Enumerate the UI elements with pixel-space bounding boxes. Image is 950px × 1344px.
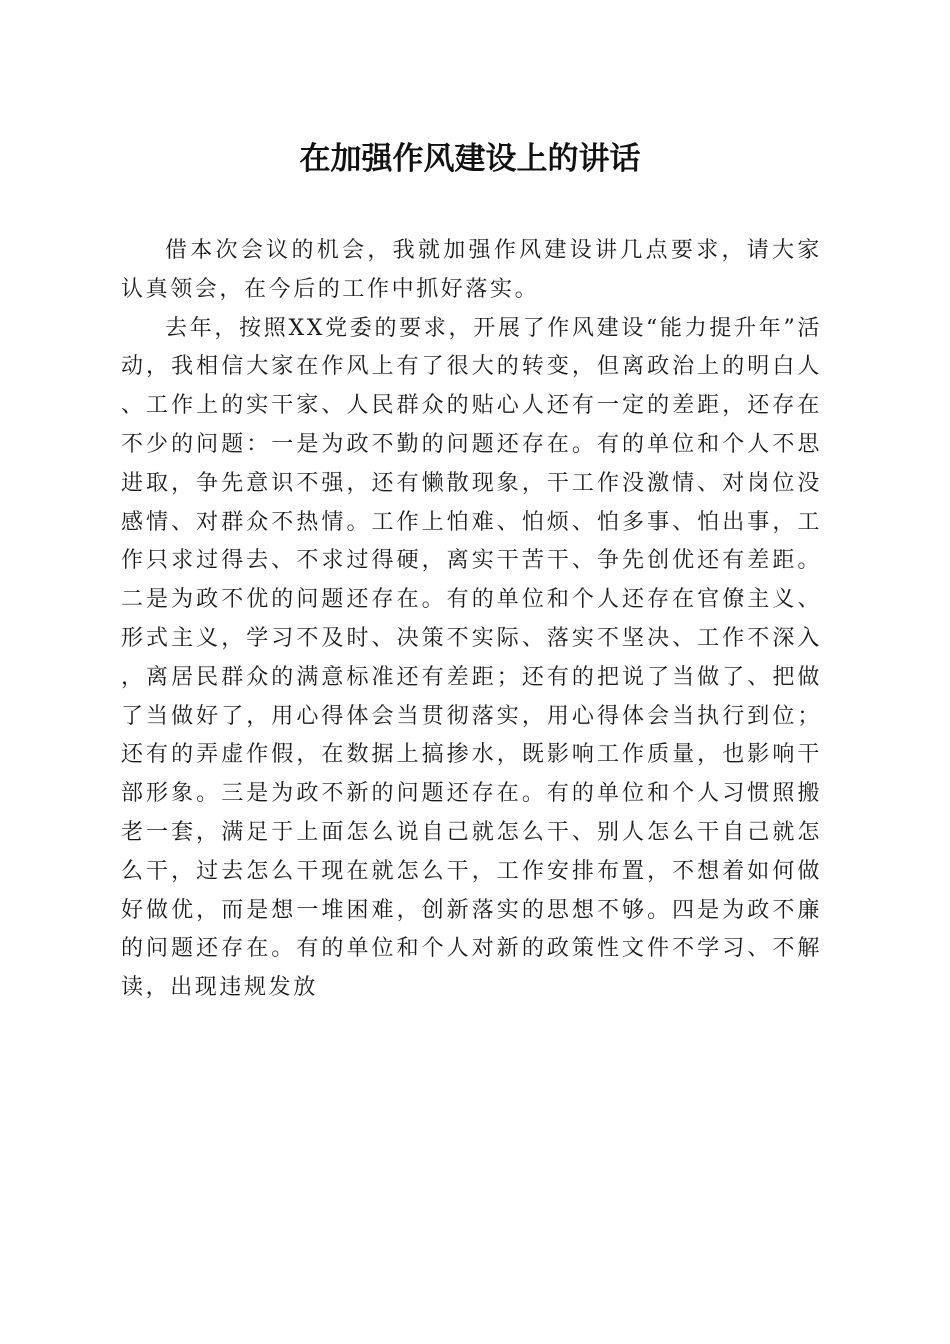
paragraph-problems: 去年，按照XX党委的要求，开展了作风建设“能力提升年”活动，我相信大家在作风上有了很大的转变，但离政治上的明白人、工作上的实干家、人民群众的贴心人还有一定的差距，还存在不少的问题：一是为政不勤的问题还存在。有的单位和个人不思进取，争先意识不强，还有懒散现象，干工作没激情、对岗位没感情、对群众不热情。工作上怕难、怕烦、怕多事、怕出事，工作只求过得去、不求过得硬，离实干苦干、争先创优还有差距。二是为政不优的问题还存在。有的单位和个人还存在官僚主义、形式主义，学习不及时、决策不实际、落实不坚决、工作不深入，离居民群众的满意标准还有差距；还有的把说了当做了、把做了当做好了，用心得体会当贯彻落实，用心得体会当执行到位；还有的弄虚作假，在数据上搞掺水，既影响工作质量，也影响干部形象。三是为政不新的问题还存在。有的单位和个人习惯照搬老一套，满足于上面怎么说自己就怎么干、别人怎么干自己就怎么干，过去怎么干现在就怎么干，工作安排布置，不想着如何做好做优，而是想一堆困难，创新落实的思想不够。四是为政不廉的问题还存在。有的单位和个人对新的政策性文件不学习、不解读，出现违规发放 — [121, 315, 822, 1001]
document-title: 在加强作风建设上的讲话 — [299, 141, 641, 177]
paragraph-intro: 借本次会议的机会，我就加强作风建设讲几点要求，请大家认真领会，在今后的工作中抓好落实。 — [121, 238, 822, 302]
document-body — [121, 232, 822, 1008]
